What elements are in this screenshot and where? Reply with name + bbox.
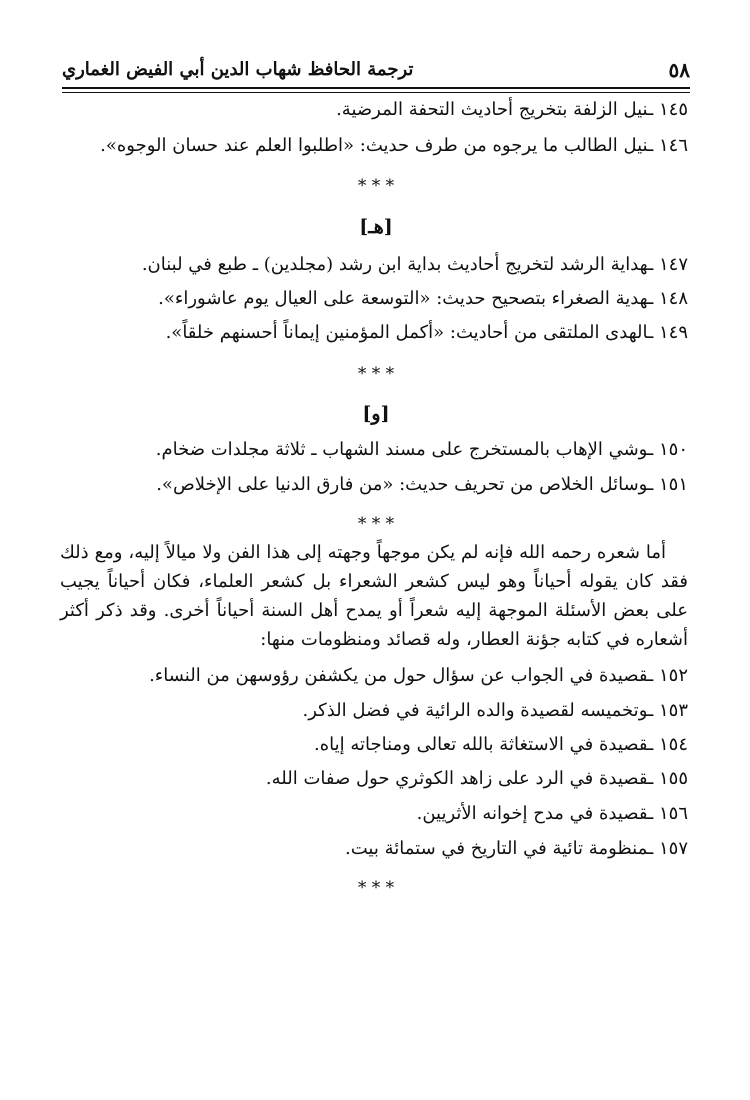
list-item-149: ١٤٩ ـالهدى الملتقى من أحاديث: «أكمل المؤمنين إيماناً أحسنهم خلقاً». <box>165 322 688 343</box>
list-item-150: ١٥٠ ـوشي الإهاب بالمستخرج على مسند الشهاب ـ ثلاثة مجلدات ضخام. <box>155 439 688 460</box>
section-heading-waw: [و] <box>362 403 390 425</box>
header-rule-thick <box>62 87 690 89</box>
separator-1: * * * <box>357 176 395 196</box>
separator-2: * * * <box>357 364 395 384</box>
list-item-156: ١٥٦ ـقصيدة في مدح إخوانه الأثريين. <box>416 803 688 824</box>
poetry-paragraph <box>60 538 688 654</box>
separator-4: * * * <box>357 878 395 898</box>
header-rule-thin <box>62 92 690 93</box>
poetry-paragraph-text: أما شعره رحمه الله فإنه لم يكن موجهاً وجهته إلى هذا الفن ولا ميالاً إليه، ومع ذلك فقد كان يقوله أحياناً وهو ليس كشعر الشعراء بل كشعر العلماء، فكان أحياناً يجيب على بعض الأسئلة الموجهة إليه شعراً أو يمدح أهل السنة أحياناً أخرى. وقد ذكر أكثر أشعاره في كتابه جؤنة العطار، وله قصائد ومنظومات منها: <box>60 542 688 650</box>
list-item-145: ١٤٥ ـنيل الزلفة بتخريج أحاديث التحفة المرضية. <box>336 99 688 120</box>
page-number: ٥٨ <box>668 58 690 82</box>
section-heading-ha: [هـ] <box>359 216 393 238</box>
list-item-153: ١٥٣ ـوتخميسه لقصيدة والده الرائية في فضل الذكر. <box>302 700 688 721</box>
list-item-146: ١٤٦ ـنيل الطالب ما يرجوه من طرف حديث: «اطلبوا العلم عند حسان الوجوه». <box>100 135 688 156</box>
separator-3: * * * <box>357 514 395 534</box>
list-item-152: ١٥٢ ـقصيدة في الجواب عن سؤال حول من يكشفن رؤوسهن من النساء. <box>149 665 688 686</box>
list-item-154: ١٥٤ ـقصيدة في الاستغاثة بالله تعالى ومناجاته إياه. <box>313 734 688 755</box>
list-item-155: ١٥٥ ـقصيدة في الرد على زاهد الكوثري حول صفات الله. <box>265 768 688 789</box>
list-item-148: ١٤٨ ـهدية الصغراء بتصحيح حديث: «التوسعة على العيال يوم عاشوراء». <box>158 288 688 309</box>
list-item-151: ١٥١ ـوسائل الخلاص من تحريف حديث: «من فارق الدنيا على الإخلاص». <box>156 474 688 495</box>
list-item-157: ١٥٧ ـمنظومة تائية في التاريخ في ستمائة بيت. <box>345 838 688 859</box>
page-header <box>62 58 690 88</box>
list-item-147: ١٤٧ ـهداية الرشد لتخريج أحاديث بداية ابن رشد (مجلدين) ـ طبع في لبنان. <box>141 254 688 275</box>
running-title: ترجمة الحافظ شهاب الدين أبي الفيض الغماري <box>62 59 414 80</box>
